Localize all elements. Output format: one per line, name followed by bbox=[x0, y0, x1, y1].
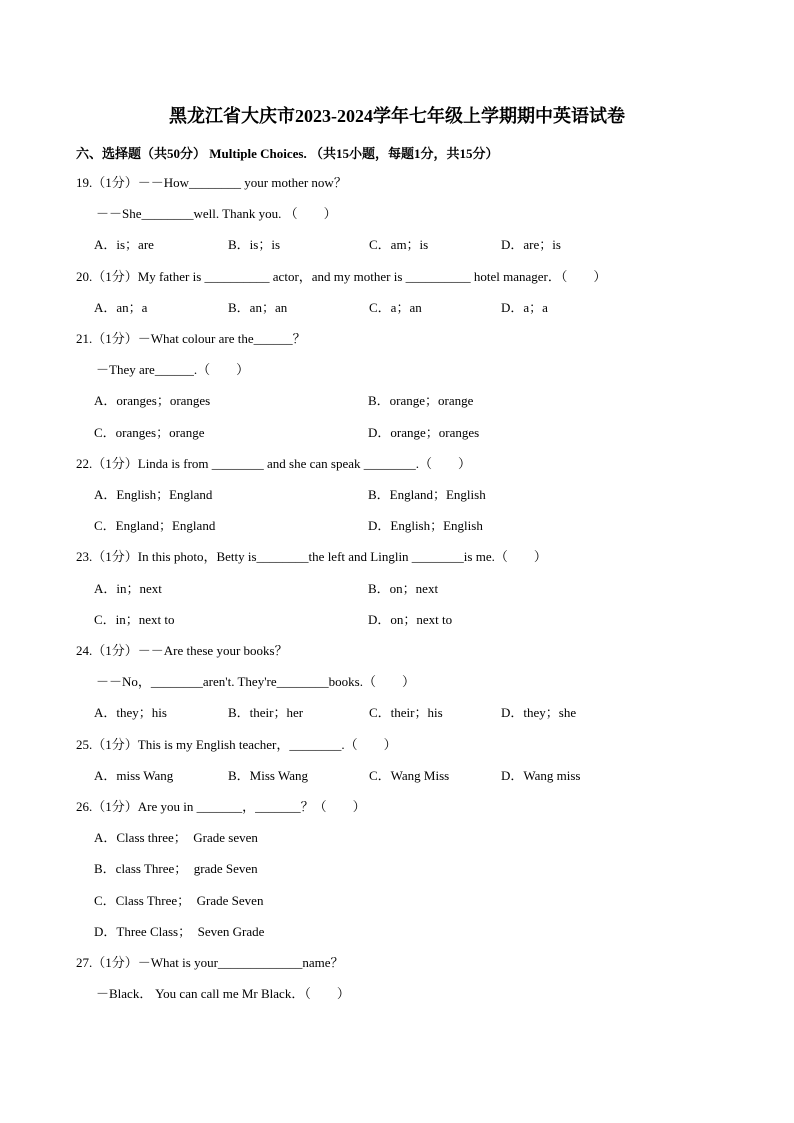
question-19-dialogue: －－She________well. Thank you. （ ） bbox=[96, 206, 337, 221]
question-19-option-b: B．is；is bbox=[228, 237, 281, 252]
question-20-option-d: D．a；a bbox=[501, 300, 548, 315]
question-19-option-a: A．is；are bbox=[94, 237, 154, 252]
question-22-option-d: D．English；English bbox=[368, 518, 483, 533]
question-23-stem: 23.（1分）In this photo，Betty is________the left and Linglin ________is me.（ ） bbox=[76, 549, 547, 564]
question-20-option-c: C．a；an bbox=[369, 300, 422, 315]
question-21-option-c: C．oranges；orange bbox=[94, 425, 205, 440]
question-22-option-c: C．England；England bbox=[94, 518, 216, 533]
question-22-stem: 22.（1分）Linda is from ________ and she can speak ________.（ ） bbox=[76, 456, 472, 471]
question-27-stem: 27.（1分）－What is your_____________name？ bbox=[76, 955, 344, 970]
question-24-stem: 24.（1分）－－Are these your books？ bbox=[76, 643, 288, 658]
question-19-option-c: C．am；is bbox=[369, 237, 429, 252]
question-21-option-b: B．orange；orange bbox=[368, 393, 474, 408]
question-26-option-a: A．Class three； Grade seven bbox=[94, 830, 258, 845]
question-22-option-b: B．England；English bbox=[368, 487, 486, 502]
question-24-option-a: A．they；his bbox=[94, 705, 167, 720]
question-25-stem: 25.（1分）This is my English teacher，________.（ ） bbox=[76, 737, 397, 752]
question-20-stem: 20.（1分）My father is __________ actor，and my mother is __________ hotel manager．（ ） bbox=[76, 269, 607, 284]
question-25-option-a: A．miss Wang bbox=[94, 768, 174, 783]
question-19-option-d: D．are；is bbox=[501, 237, 561, 252]
question-23-option-a: A．in；next bbox=[94, 581, 162, 596]
question-26-option-c: C．Class Three； Grade Seven bbox=[94, 893, 264, 908]
question-26-option-d: D．Three Class； Seven Grade bbox=[94, 924, 265, 939]
question-23-option-d: D．on；next to bbox=[368, 612, 453, 627]
question-24-option-c: C．their；his bbox=[369, 705, 443, 720]
question-26-stem: 26.（1分）Are you in _______，_______？（ ） bbox=[76, 799, 366, 814]
question-27-dialogue: －Black． You can call me Mr Black．（ ） bbox=[96, 986, 350, 1001]
question-21-stem: 21.（1分）－What colour are the______？ bbox=[76, 331, 306, 346]
question-21-dialogue: －They are______.（ ） bbox=[96, 362, 250, 377]
question-21-option-a: A．oranges；oranges bbox=[94, 393, 211, 408]
question-22-option-a: A．English；England bbox=[94, 487, 213, 502]
question-25-option-b: B．Miss Wang bbox=[228, 768, 308, 783]
question-21-option-d: D．orange；oranges bbox=[368, 425, 480, 440]
question-20-option-a: A．an；a bbox=[94, 300, 148, 315]
question-25-option-d: D．Wang miss bbox=[501, 768, 581, 783]
page-title: 黑龙江省大庆市2023-2024学年七年级上学期期中英语试卷 bbox=[169, 106, 625, 126]
question-24-option-d: D．they；she bbox=[501, 705, 577, 720]
section-heading: 六、选择题（共50分） Multiple Choices. （共15小题，每题1分，共15分） bbox=[76, 146, 499, 161]
question-24-dialogue: －－No，________aren't. They're________books.（ ） bbox=[96, 674, 415, 689]
question-26-option-b: B．class Three； grade Seven bbox=[94, 861, 258, 876]
question-23-option-c: C．in；next to bbox=[94, 612, 175, 627]
question-19-stem: 19.（1分）－－How________ your mother now？ bbox=[76, 175, 347, 190]
question-23-option-b: B．on；next bbox=[368, 581, 439, 596]
question-20-option-b: B．an；an bbox=[228, 300, 288, 315]
question-24-option-b: B．their；her bbox=[228, 705, 304, 720]
question-25-option-c: C．Wang Miss bbox=[369, 768, 450, 783]
